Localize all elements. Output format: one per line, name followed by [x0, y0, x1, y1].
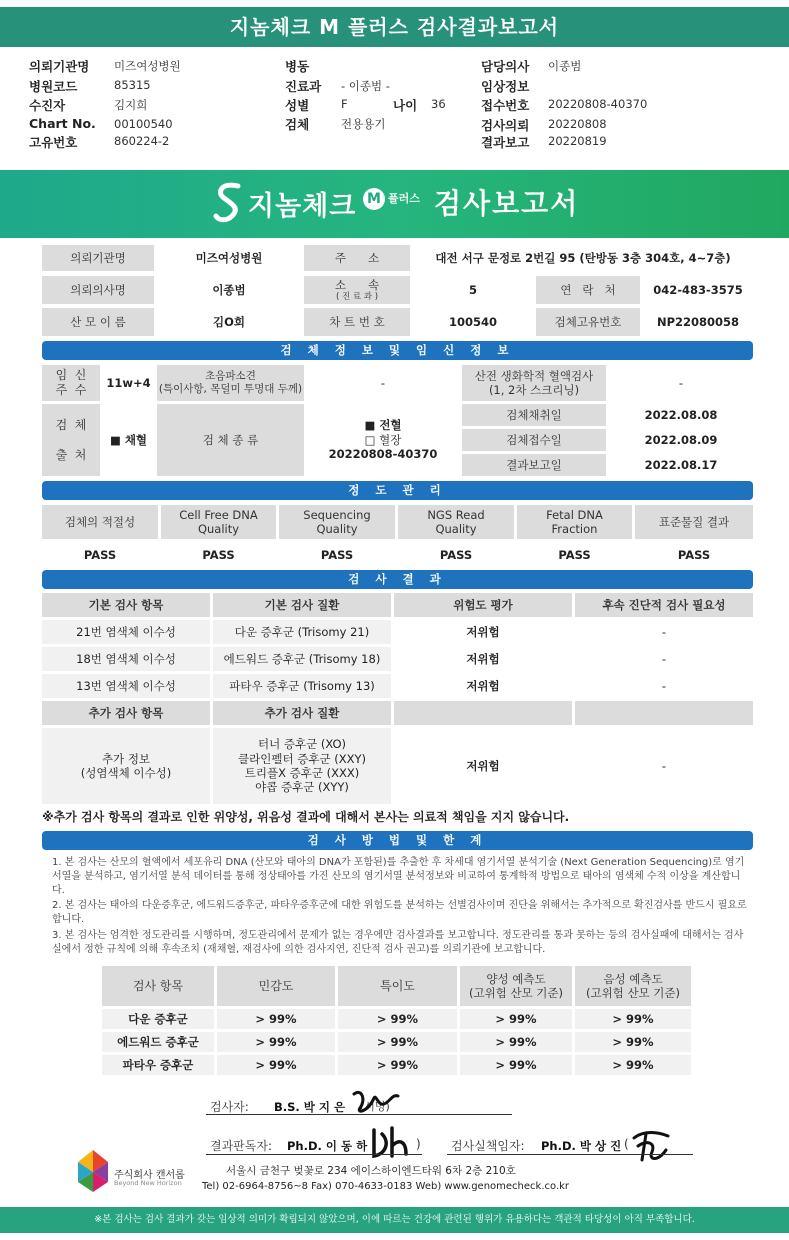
- company-address: 서울시 금천구 벚꽃로 234 에이스하이엔드타워 6차 2층 210호: [226, 1165, 516, 1177]
- director-name: Ph.D. 박 상 진: [541, 1139, 622, 1153]
- perf-row-patau-sens: > 99%: [217, 1055, 335, 1075]
- perf-row-down-sens: > 99%: [217, 1009, 335, 1029]
- result-row-21-risk: 저위험: [394, 620, 572, 644]
- qc-header-reference: 표준물질 결과: [635, 505, 753, 539]
- label-doctor: 담당의사: [481, 59, 530, 74]
- label-institution: 의뢰기관명: [29, 59, 90, 74]
- qc-value-reference: PASS: [635, 544, 753, 566]
- qc-value-sequencing: PASS: [279, 544, 395, 566]
- patient-addr-label: 주 소: [304, 245, 410, 271]
- perf-header-npv: 음성 예측도 (고위험 산모 기준): [575, 966, 691, 1006]
- company-logo-tagline: Beyond New Horizon: [114, 1179, 182, 1187]
- reviewer-line: [206, 1154, 422, 1155]
- specimen-collect-label: 검체채취일: [462, 404, 606, 426]
- director-label: 검사실책임자:: [451, 1139, 525, 1153]
- specimen-prenatal-label: 산전 생화학적 혈액검사 (1, 2차 스크리닝): [462, 365, 606, 401]
- result-extra-followup: -: [575, 728, 753, 804]
- qc-header-fetal-fraction: Fetal DNA Fraction: [517, 505, 632, 539]
- value-report-date: 20220819: [548, 134, 607, 148]
- label-clinical-info: 임상정보: [481, 79, 530, 94]
- result-row-21-disease: 다운 증후군 (Trisomy 21): [213, 620, 391, 644]
- perf-row-down-spec: > 99%: [338, 1009, 457, 1029]
- method-item-1: 1. 본 검사는 산모의 혈액에서 세포유리 DNA (산모와 태아의 DNA가 포함된)를 추출한 후 차세대 염기서열 분석기술 (Next Generation Sequencing)로 염기 서열을 분석하고, 염기서열 분석 데이터를 통해 정상태아를 가진 산모의 염기서열 분석정보와 비교하여 통계학적 방법으로 태아의 염색체 수적 이상을 계산합니다.: [52, 857, 745, 896]
- value-department: - 이종범 -: [341, 79, 390, 93]
- qc-value-fetal-fraction: PASS: [517, 544, 632, 566]
- perf-row-patau-ppv: > 99%: [460, 1055, 572, 1075]
- patient-doctor-value: 이종범: [157, 276, 301, 304]
- value-institution: 미즈여성병원: [114, 59, 181, 73]
- perf-header-item: 검사 항목: [102, 966, 214, 1006]
- perf-header-sensitivity: 민감도: [217, 966, 335, 1006]
- company-contact: Tel) 02-6964-8756~8 Fax) 070-4633-0183 Web) www.genomecheck.co.kr: [202, 1181, 570, 1192]
- tester-sign-suffix: (서명): [360, 1100, 390, 1113]
- value-sex: F: [341, 97, 348, 111]
- perf-row-edwards-spec: > 99%: [338, 1032, 457, 1052]
- patient-chart-value: 100540: [413, 308, 533, 336]
- section-bar-result: 검 사 결 과: [42, 570, 753, 589]
- specimen-type-label: 검 체 종 류: [157, 404, 304, 476]
- qc-header-adequacy: 검체의 적절성: [42, 505, 158, 539]
- section-bar-method: 검 사 방 법 및 한 계: [42, 831, 753, 850]
- result-extra-disease: 터너 증후군 (XO) 클라인펠터 증후군 (XXY) 트리플X 증후군 (XXX) 야콥 증후군 (XYY): [213, 728, 391, 804]
- footer-disclaimer: ※본 검사는 검사 결과가 갖는 임상적 의미가 확립되지 않았으며, 이에 따르는 건강에 관련된 행위가 유용하다는 객관적 타당성이 아직 부족합니다.: [0, 1207, 789, 1233]
- label-department: 진료과: [285, 79, 322, 94]
- result-row-21-item: 21번 염색체 이수성: [42, 620, 210, 644]
- patient-inst-label: 의뢰기관명: [42, 245, 154, 271]
- patient-specimen-id-label: 검체고유번호: [536, 308, 640, 336]
- specimen-us-label: 초음파소견 (특이사항, 목덜미 투명대 두께): [157, 365, 304, 401]
- perf-row-patau-spec: > 99%: [338, 1055, 457, 1075]
- result-disclaimer: ※추가 검사 항목의 결과로 인한 위양성, 위음성 결과에 대해서 본사는 의료적 책임을 지지 않습니다.: [42, 810, 570, 824]
- company-logo-name: 주식회사 캔서롭: [114, 1170, 185, 1181]
- result-row-18-risk: 저위험: [394, 647, 572, 671]
- label-receipt-no: 접수번호: [481, 98, 530, 113]
- brand-m-badge: M: [363, 188, 385, 210]
- perf-row-edwards-npv: > 99%: [575, 1032, 691, 1052]
- patient-dept-value: 5: [413, 276, 533, 304]
- value-hospital-code: 85315: [114, 78, 151, 92]
- patient-dept-label: [304, 276, 410, 304]
- value-request-date: 20220808: [548, 117, 607, 131]
- section-bar-specimen: 검 체 정 보 및 임 신 정 보: [42, 341, 753, 360]
- report-top-title: 지놈체크 M 플러스 검사결과보고서: [0, 7, 789, 47]
- label-report-date: 결과보고: [481, 135, 530, 150]
- patient-dept-label-sub: ( 진 료 과 ): [335, 291, 379, 302]
- value-age: 36: [431, 97, 446, 111]
- specimen-prenatal-value: -: [609, 365, 753, 401]
- specimen-report-label: 결과보고일: [462, 454, 606, 476]
- label-unique-no: 고유번호: [29, 135, 78, 150]
- brand-plus-text: 플러스: [388, 192, 420, 205]
- tester-label: 검사자:: [210, 1100, 249, 1114]
- qc-header-sequencing: Sequencing Quality: [279, 505, 395, 539]
- label-ward: 병동: [285, 59, 310, 74]
- label-request-date: 검사의뢰: [481, 118, 530, 133]
- result-row-13-followup: -: [575, 674, 753, 698]
- result-row-13-disease: 파타우 증후군 (Trisomy 13): [213, 674, 391, 698]
- genome-s-logo-icon: [212, 180, 246, 226]
- specimen-ga-value: 11w+4: [103, 365, 154, 401]
- specimen-type-id: 20220808-40370: [328, 447, 438, 462]
- specimen-type-value: [307, 404, 459, 476]
- result-extra-header-disease: 추가 검사 질환: [213, 701, 391, 725]
- specimen-type-whole-blood: ■ 전혈: [364, 418, 402, 433]
- result-header-risk: 위험도 평가: [394, 593, 572, 617]
- perf-header-specificity: 특이도: [338, 966, 457, 1006]
- perf-row-down-npv: > 99%: [575, 1009, 691, 1029]
- qc-value-adequacy: PASS: [42, 544, 158, 566]
- director-line: [447, 1154, 693, 1155]
- label-age: 나이: [393, 98, 418, 113]
- method-item-3: 3. 본 검사는 엄격한 정도관리를 시행하며, 정도관리에서 문제가 없는 경우에만 검사결과를 보고합니다. 정도관리를 통과 못하는 등의 검사실패에 대해서는 검사실에서 정한 규칙에 의해 후속조치 (재채혈, 재검사에 의한 검사지연, 진단적 검사 권고)를 의뢰기관에 보고합니다.: [52, 930, 744, 955]
- label-hospital-code: 병원코드: [29, 79, 78, 94]
- perf-header-ppv: 양성 예측도 (고위험 산모 기준): [460, 966, 572, 1006]
- patient-doctor-label: 의뢰의사명: [42, 276, 154, 304]
- result-extra-risk: 저위험: [394, 728, 572, 804]
- perf-row-edwards-item: 에드워드 증후군: [102, 1032, 214, 1052]
- value-unique-no: 860224-2: [114, 134, 170, 148]
- result-extra-header-empty-1: [394, 701, 572, 725]
- perf-row-down-item: 다운 증후군: [102, 1009, 214, 1029]
- patient-dept-label-main: 소 속: [334, 277, 380, 292]
- result-row-13-item: 13번 염색체 이수성: [42, 674, 210, 698]
- patient-inst-value: 미즈여성병원: [157, 245, 301, 271]
- patient-specimen-id-value: NP22080058: [643, 308, 753, 336]
- result-extra-header-empty-2: [575, 701, 753, 725]
- result-extra-item: 추가 정보 (성염색체 이수성): [42, 728, 210, 804]
- reviewer-sign-suffix: ): [416, 1137, 421, 1151]
- value-specimen: 전용용기: [341, 117, 386, 131]
- tester-name: B.S. 박 지 은: [274, 1100, 346, 1114]
- report-title: 검사보고서: [434, 187, 580, 220]
- qc-header-ngs-read: NGS Read Quality: [398, 505, 514, 539]
- value-doctor: 이종범: [548, 59, 582, 73]
- result-header-disease: 기본 검사 질환: [213, 593, 391, 617]
- specimen-ga-label: 임 신 주 수: [42, 365, 100, 401]
- reviewer-name: Ph.D. 이 동 하: [287, 1139, 368, 1153]
- patient-chart-label: 차 트 번 호: [304, 308, 410, 336]
- specimen-receive-label: 검체접수일: [462, 429, 606, 451]
- result-row-18-followup: -: [575, 647, 753, 671]
- label-chart-no: Chart No.: [29, 116, 96, 131]
- result-row-21-followup: -: [575, 620, 753, 644]
- qc-value-cfdna: PASS: [161, 544, 276, 566]
- result-row-18-disease: 에드워드 증후군 (Trisomy 18): [213, 647, 391, 671]
- perf-row-edwards-sens: > 99%: [217, 1032, 335, 1052]
- specimen-report-value: 2022.08.17: [609, 454, 753, 476]
- specimen-collect-value: 2022.08.08: [609, 404, 753, 426]
- cancerrop-logo-icon: [74, 1148, 112, 1194]
- result-row-13-risk: 저위험: [394, 674, 572, 698]
- value-chart-no: 00100540: [114, 117, 173, 131]
- patient-addr-value: 대전 서구 문정로 2번길 95 (탄방동 3층 304호, 4~7층): [413, 245, 753, 271]
- result-extra-header-item: 추가 검사 항목: [42, 701, 210, 725]
- perf-row-patau-item: 파타우 증후군: [102, 1055, 214, 1075]
- value-receipt-no: 20220808-40370: [548, 97, 648, 111]
- patient-contact-label: 연 락 처: [536, 276, 640, 304]
- patient-mother-value: 김O희: [157, 308, 301, 336]
- label-sex: 성별: [285, 98, 310, 113]
- specimen-receive-value: 2022.08.09: [609, 429, 753, 451]
- specimen-us-value: -: [307, 365, 459, 401]
- result-header-item: 기본 검사 항목: [42, 593, 210, 617]
- value-patient: 김지희: [114, 98, 148, 112]
- patient-contact-value: 042-483-3575: [643, 276, 753, 304]
- result-row-18-item: 18번 염색체 이수성: [42, 647, 210, 671]
- perf-row-edwards-ppv: > 99%: [460, 1032, 572, 1052]
- label-specimen: 검체: [285, 117, 310, 132]
- director-signature-icon: [628, 1126, 674, 1166]
- perf-row-patau-npv: > 99%: [575, 1055, 691, 1075]
- result-header-followup: 후속 진단적 검사 필요성: [575, 593, 753, 617]
- specimen-type-plasma: □ 혈장: [364, 432, 402, 447]
- reviewer-signature-icon: [366, 1124, 416, 1162]
- specimen-source-label: 검 체 출 처: [42, 404, 100, 476]
- label-patient: 수진자: [29, 98, 66, 113]
- specimen-source-value: ■ 채혈: [103, 404, 154, 476]
- method-item-2: 2. 본 검사는 태아의 다운증후군, 에드워드증후군, 파타우증후군에 대한 위험도를 분석하는 선별검사이며 진단을 위해서는 추가적으로 확진검사를 반드시 필요로 합니다.: [52, 900, 747, 925]
- brand-logo-text: 지놈체크: [248, 191, 357, 222]
- section-bar-qc: 정 도 관 리: [42, 481, 753, 500]
- patient-mother-label: 산 모 이 름: [42, 308, 154, 336]
- qc-value-ngs-read: PASS: [398, 544, 514, 566]
- tester-line: [206, 1114, 512, 1115]
- perf-row-down-ppv: > 99%: [460, 1009, 572, 1029]
- qc-header-cfdna: Cell Free DNA Quality: [161, 505, 276, 539]
- reviewer-label: 결과판독자:: [210, 1139, 273, 1153]
- director-sign-suffix: (: [624, 1137, 629, 1151]
